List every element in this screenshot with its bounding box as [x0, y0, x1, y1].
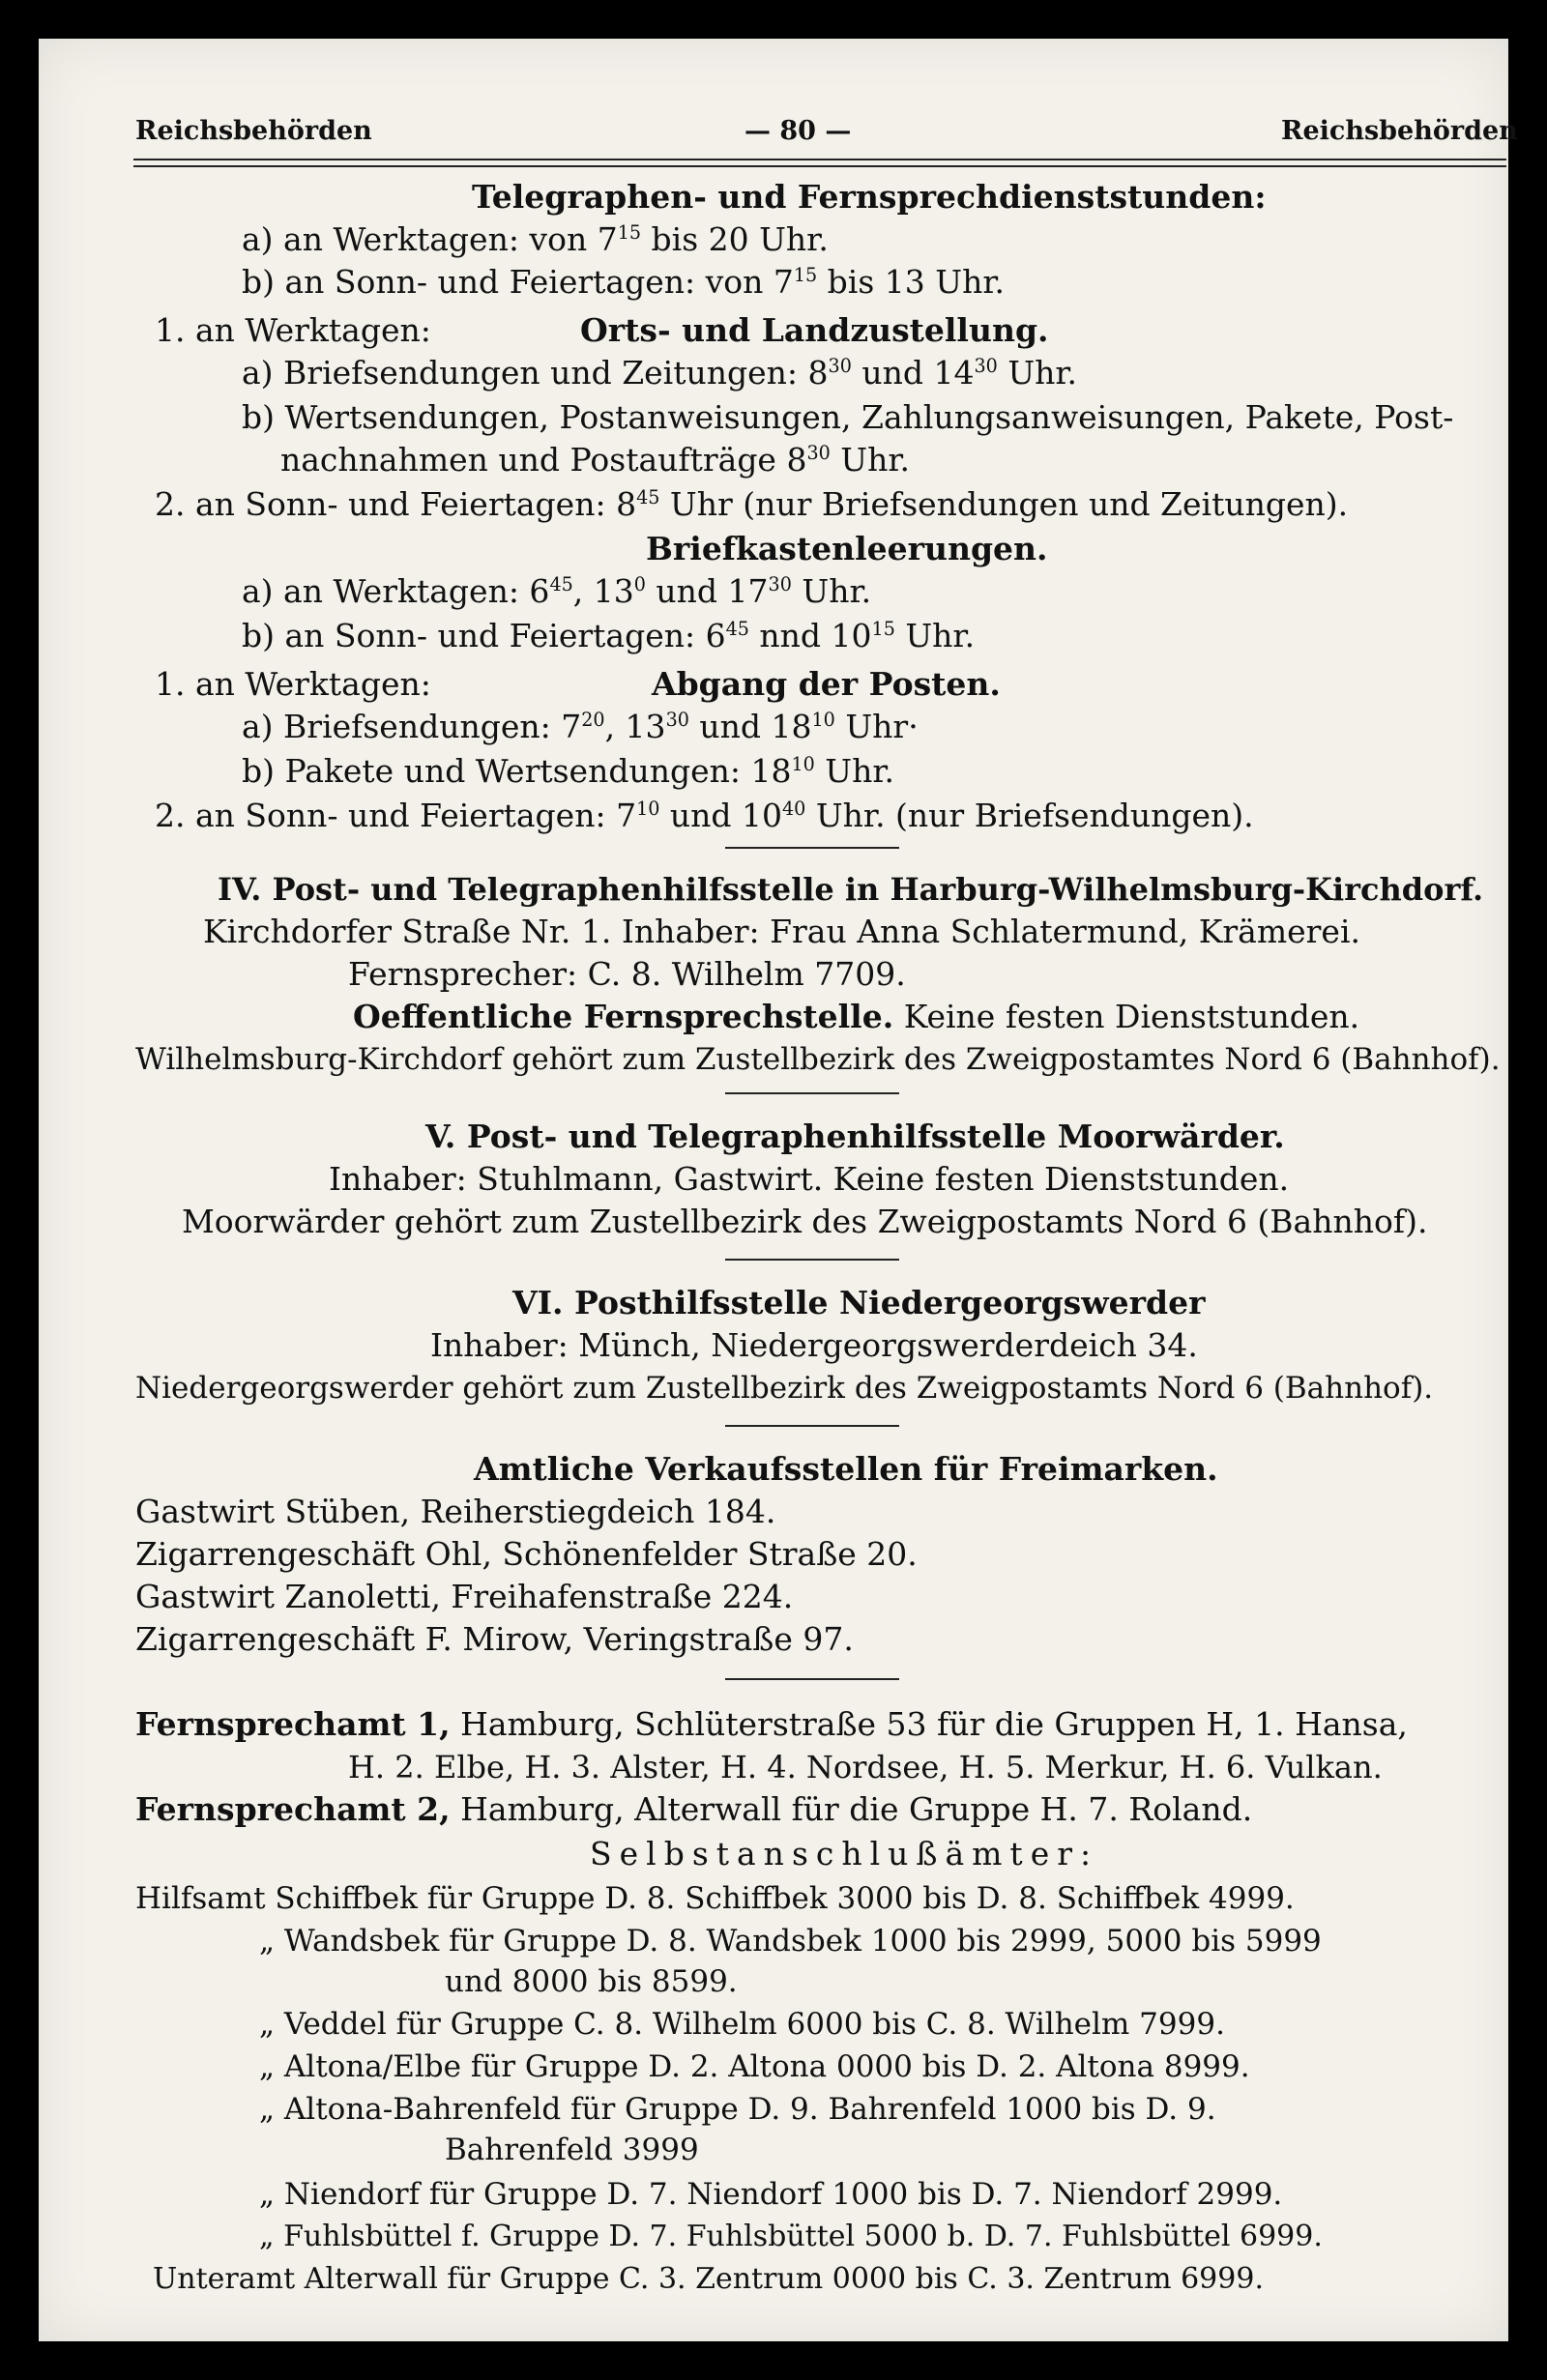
fernsprechamt-1-line2: H. 2. Elbe, H. 3. Alster, H. 4. Nordsee, H. 5. Merkur, H. 6. Vulkan.: [348, 1749, 1383, 1785]
selbstanschluss-subtitle: Selbstanschlußämter:: [590, 1835, 1099, 1872]
abgang-b: b) Pakete und Wertsendungen: $18^{10}$ Uhr.: [242, 752, 895, 790]
verkaufsstellen-title: Amtliche Verkaufsstellen für Freimarken.: [474, 1450, 1218, 1488]
abgang-a: a) Briefsendungen: $7^{20}$, $13^{30}$ und $18^{10}$ Uhr·: [242, 708, 919, 745]
page-number: — 80 —: [744, 116, 852, 146]
amt-line: „ Altona-Bahrenfeld für Gruppe D. 9. Bahrenfeld 1000 bis D. 9.: [259, 2092, 1216, 2127]
verkaufsstelle-item: Zigarrengeschäft F. Mirow, Veringstraße 97.: [135, 1620, 854, 1658]
amt-line: „ Veddel für Gruppe C. 8. Wilhelm 6000 bis C. 8. Wilhelm 7999.: [259, 2007, 1225, 2042]
abgang-werktage-label: 1. an Werktagen:: [155, 665, 431, 703]
amt-line: „ Wandsbek für Gruppe D. 8. Wandsbek 1000 bis 2999, 5000 bis 5999: [259, 1924, 1322, 1959]
amt-line: Bahrenfeld 3999: [445, 2133, 699, 2167]
fernsprechamt-1: Fernsprechamt 1, Hamburg, Schlüterstraße 53 für die Gruppen H, 1. Hansa,: [135, 1705, 1408, 1743]
dienststunden-title: Telegraphen- und Fernsprechdienststunden:: [472, 178, 1267, 216]
amt-line: Hilfsamt Schiffbek für Gruppe D. 8. Schiffbek 3000 bis D. 8. Schiffbek 4999.: [135, 1881, 1295, 1916]
section-divider: [725, 1259, 899, 1261]
amt-line: „ Fuhlsbüttel f. Gruppe D. 7. Fuhlsbüttel 5000 b. D. 7. Fuhlsbüttel 6999.: [259, 2220, 1323, 2253]
section-vi-title: VI. Posthilfsstelle Niedergeorgswerder: [512, 1284, 1206, 1321]
section-v-line2: Moorwärder gehört zum Zustellbezirk des Zweigpostamts Nord 6 (Bahnhof).: [182, 1203, 1428, 1240]
zustellung-werktage-label: 1. an Werktagen:: [155, 311, 431, 349]
briefkasten-title: Briefkastenleerungen.: [646, 530, 1048, 567]
section-v-title: V. Post- und Telegraphenhilfsstelle Moorwärder.: [425, 1117, 1285, 1155]
zustellung-b-line2: nachnahmen und Postaufträge $8^{30}$ Uhr.: [280, 441, 910, 479]
section-iv-line2: Fernsprecher: C. 8. Wilhelm 7709.: [348, 955, 906, 993]
zustellung-a: a) Briefsendungen und Zeitungen: $8^{30}$ und $14^{30}$ Uhr.: [242, 354, 1078, 392]
section-vi-line1: Inhaber: Münch, Niedergeorgswerderdeich 34.: [430, 1326, 1198, 1364]
section-v-line1: Inhaber: Stuhlmann, Gastwirt. Keine festen Dienststunden.: [329, 1160, 1290, 1198]
amt-line: „ Niendorf für Gruppe D. 7. Niendorf 1000 bis D. 7. Niendorf 2999.: [259, 2177, 1283, 2212]
section-iv-title: IV. Post- und Telegraphenhilfsstelle in Harburg-Wilhelmsburg-Kirchdorf.: [218, 871, 1484, 908]
briefkasten-b: b) an Sonn- und Feiertagen: $6^{45}$ nnd $10^{15}$ Uhr.: [242, 617, 976, 654]
fernsprechamt-2: Fernsprechamt 2, Hamburg, Alterwall für die Gruppe H. 7. Roland.: [135, 1790, 1253, 1828]
amt-line: und 8000 bis 8599.: [445, 1964, 738, 1999]
briefkasten-a: a) an Werktagen: $6^{45}$, $13^0$ und $17^{30}$ Uhr.: [242, 572, 872, 610]
header-rule: [133, 159, 1506, 167]
section-divider: [725, 1425, 899, 1427]
running-header-left: Reichsbehörden: [135, 116, 372, 146]
abgang-title: Abgang der Posten.: [652, 665, 1001, 703]
dienststunden-b: b) an Sonn- und Feiertagen: von $7^{15}$ bis 13 Uhr.: [242, 263, 1005, 301]
zustellung-title: Orts- und Landzustellung.: [580, 311, 1049, 349]
section-divider: [725, 847, 899, 849]
abgang-sonntage: 2. an Sonn- und Feiertagen: $7^{10}$ und $10^{40}$ Uhr. (nur Briefsendungen).: [155, 797, 1254, 834]
section-divider: [725, 1678, 899, 1680]
verkaufsstelle-item: Gastwirt Stüben, Reiherstiegdeich 184.: [135, 1493, 776, 1530]
section-iv-line3: Oeffentliche Fernsprechstelle. Keine festen Dienststunden.: [353, 998, 1360, 1035]
section-vi-line2: Niedergeorgswerder gehört zum Zustellbezirk des Zweigpostamts Nord 6 (Bahnhof).: [135, 1371, 1434, 1406]
dienststunden-a: a) an Werktagen: von $7^{15}$ bis 20 Uhr.: [242, 220, 829, 258]
verkaufsstelle-item: Zigarrengeschäft Ohl, Schönenfelder Straße 20.: [135, 1535, 918, 1573]
running-header-right: Reichsbehörden: [1281, 116, 1518, 146]
section-iv-line1: Kirchdorfer Straße Nr. 1. Inhaber: Frau Anna Schlatermund, Krämerei.: [203, 913, 1361, 950]
amt-line: „ Altona/Elbe für Gruppe D. 2. Altona 0000 bis D. 2. Altona 8999.: [259, 2049, 1250, 2084]
document-page: [39, 39, 1518, 2341]
verkaufsstelle-item: Gastwirt Zanoletti, Freihafenstraße 224.: [135, 1578, 794, 1615]
amt-line: Unteramt Alterwall für Gruppe C. 3. Zentrum 0000 bis C. 3. Zentrum 6999.: [153, 2262, 1264, 2296]
section-divider: [725, 1092, 899, 1094]
zustellung-sonntage: 2. an Sonn- und Feiertagen: $8^{45}$ Uhr (nur Briefsendungen und Zeitungen).: [155, 485, 1349, 523]
section-iv-line4: Wilhelmsburg-Kirchdorf gehört zum Zustellbezirk des Zweigpostamtes Nord 6 (Bahnhof).: [135, 1042, 1501, 1077]
zustellung-b-line1: b) Wertsendungen, Postanweisungen, Zahlungsanweisungen, Pakete, Post-: [242, 398, 1454, 436]
